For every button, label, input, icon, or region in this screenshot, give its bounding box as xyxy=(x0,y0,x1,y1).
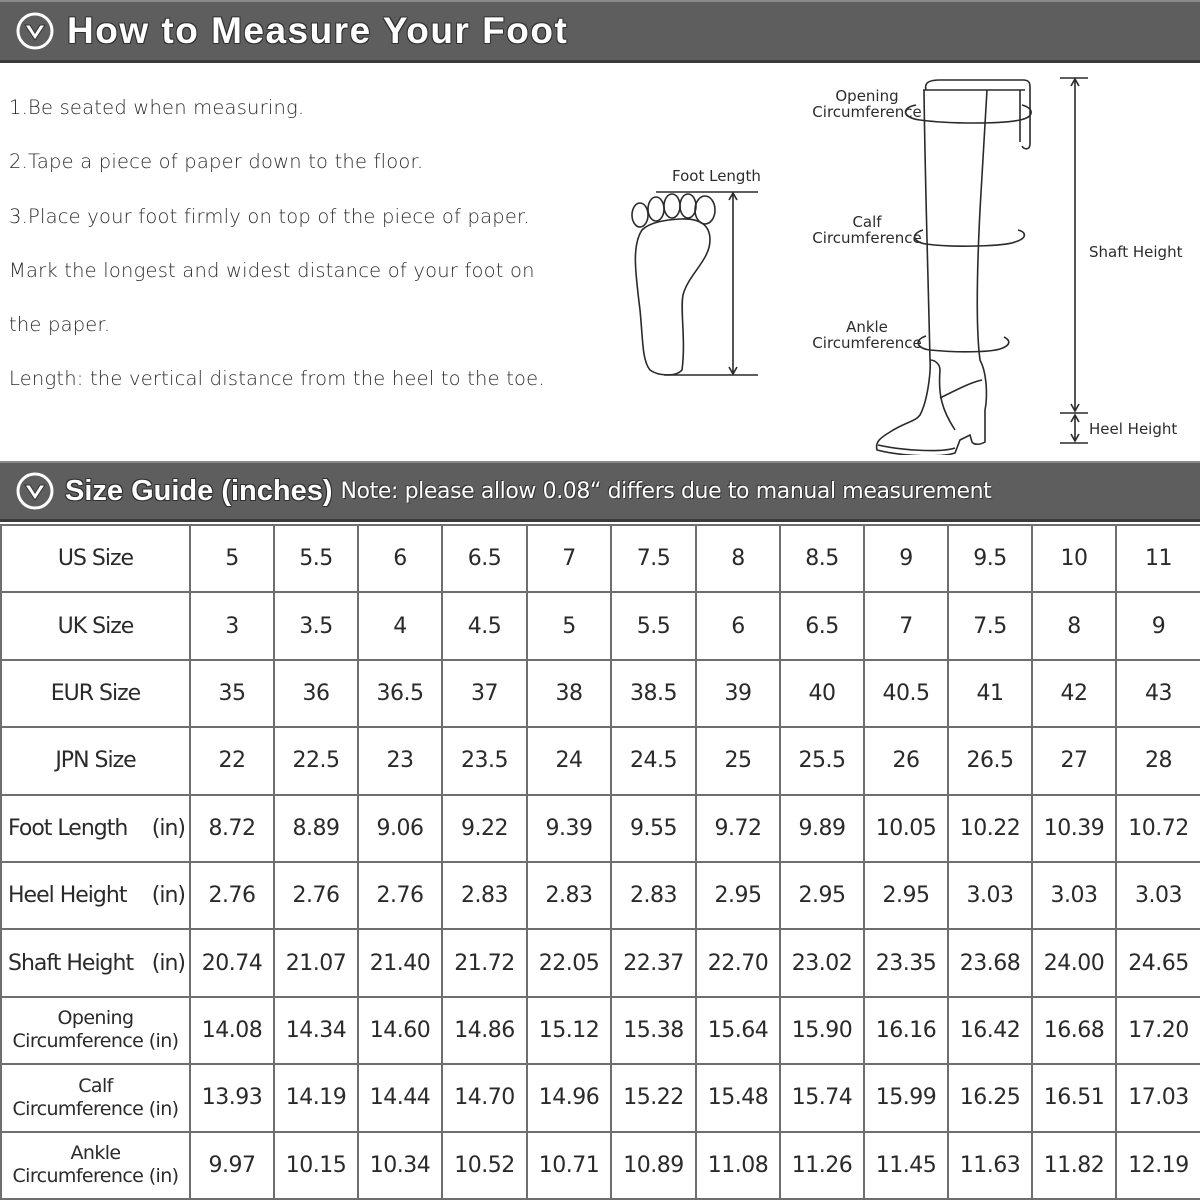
table-cell: 3 xyxy=(190,592,274,659)
table-cell: 16.68 xyxy=(1032,997,1116,1064)
table-cell: 9.97 xyxy=(190,1132,274,1199)
table-cell: 15.22 xyxy=(611,1064,696,1131)
row-header-label xyxy=(2,951,189,976)
row-header-label: Opening xyxy=(57,1007,134,1030)
heel-height-label: Heel Height xyxy=(1089,420,1178,438)
table-cell: 8.89 xyxy=(274,795,358,862)
table-cell: 6 xyxy=(358,525,442,592)
table-cell: 41 xyxy=(948,660,1032,727)
table-cell: 11.45 xyxy=(864,1132,948,1199)
table-cell: 8.72 xyxy=(190,795,274,862)
table-cell: 2.83 xyxy=(611,862,696,929)
table-cell: 23.35 xyxy=(864,929,948,996)
table-cell: 2.95 xyxy=(864,862,948,929)
table-row xyxy=(1,862,1200,929)
row-header-label xyxy=(2,1098,189,1121)
table-cell: 5 xyxy=(527,592,611,659)
label-line: Opening xyxy=(835,87,899,105)
table-cell: 24.00 xyxy=(1032,929,1116,996)
row-header-label xyxy=(2,883,189,908)
table-cell: 11.82 xyxy=(1032,1132,1116,1199)
table-cell: 16.42 xyxy=(948,997,1032,1064)
table-cell: 10.72 xyxy=(1116,795,1200,862)
chevron-down-circle-icon xyxy=(15,471,55,511)
table-cell: 22 xyxy=(190,727,274,794)
table-row xyxy=(1,795,1200,862)
label-line: Circumference xyxy=(812,334,922,352)
table-cell: 28 xyxy=(1116,727,1200,794)
table-cell: 2.83 xyxy=(442,862,527,929)
row-header-unit: (in) xyxy=(151,883,185,909)
table-cell: 4 xyxy=(358,592,442,659)
table-cell: 27 xyxy=(1032,727,1116,794)
table-cell: 9.5 xyxy=(948,525,1032,592)
foot-outline-icon xyxy=(632,194,715,375)
table-cell: 11.26 xyxy=(780,1132,864,1199)
table-cell: 24.65 xyxy=(1116,929,1200,996)
table-row xyxy=(1,929,1200,996)
row-header xyxy=(1,862,190,929)
row-header xyxy=(1,795,190,862)
table-cell: 15.38 xyxy=(611,997,696,1064)
table-cell: 2.76 xyxy=(190,862,274,929)
row-header-text: Circumference xyxy=(12,1097,144,1120)
table-row xyxy=(1,525,1200,592)
table-cell: 10.05 xyxy=(864,795,948,862)
size-chart-table xyxy=(0,524,1200,1200)
table-cell: 15.90 xyxy=(780,997,864,1064)
table-cell: 21.40 xyxy=(358,929,442,996)
row-header-unit: (in) xyxy=(148,1097,179,1120)
table-cell: 10.15 xyxy=(274,1132,358,1199)
table-cell: 24.5 xyxy=(611,727,696,794)
row-header-unit: (in) xyxy=(151,950,185,976)
table-cell: 7 xyxy=(527,525,611,592)
table-cell: 25 xyxy=(696,727,780,794)
table-cell: 43 xyxy=(1116,660,1200,727)
table-cell: 40 xyxy=(780,660,864,727)
table-cell: 2.76 xyxy=(358,862,442,929)
table-cell: 7.5 xyxy=(611,525,696,592)
table-row xyxy=(1,997,1200,1064)
table-cell: 6.5 xyxy=(442,525,527,592)
table-cell: 13.93 xyxy=(190,1064,274,1131)
table-cell: 7.5 xyxy=(948,592,1032,659)
table-row xyxy=(1,592,1200,659)
table-row xyxy=(1,660,1200,727)
instruction-line: the paper. xyxy=(9,313,111,337)
table-cell: 11.63 xyxy=(948,1132,1032,1199)
row-header xyxy=(1,929,190,996)
table-cell: 2.95 xyxy=(780,862,864,929)
table-cell: 10 xyxy=(1032,525,1116,592)
table-cell: 9.39 xyxy=(527,795,611,862)
row-header: EUR Size xyxy=(1,660,190,727)
table-cell: 2.76 xyxy=(274,862,358,929)
table-cell: 26 xyxy=(864,727,948,794)
table-cell: 14.19 xyxy=(274,1064,358,1131)
table-cell: 9.55 xyxy=(611,795,696,862)
table-cell: 25.5 xyxy=(780,727,864,794)
instruction-line: 1.Be seated when measuring. xyxy=(9,96,305,119)
row-header: JPN Size xyxy=(1,727,190,794)
table-cell: 9 xyxy=(864,525,948,592)
table-cell: 14.44 xyxy=(358,1064,442,1131)
table-cell: 14.34 xyxy=(274,997,358,1064)
chevron-down-circle-icon xyxy=(15,11,55,51)
row-header-label: Ankle xyxy=(70,1142,121,1165)
table-cell: 11 xyxy=(1116,525,1200,592)
table-cell: 40.5 xyxy=(864,660,948,727)
table-cell: 9.89 xyxy=(780,795,864,862)
table-cell: 11.08 xyxy=(696,1132,780,1199)
instruction-line: 3.Place your foot firmly on top of the piece of paper. xyxy=(9,204,530,228)
table-cell: 36.5 xyxy=(358,660,442,727)
table-cell: 10.39 xyxy=(1032,795,1116,862)
table-cell: 10.52 xyxy=(442,1132,527,1199)
table-cell: 10.71 xyxy=(527,1132,611,1199)
calf-circumference-label xyxy=(802,214,932,246)
size-guide-note: Note: please allow 0.08“ differs due to manual measurement xyxy=(340,478,992,504)
label-line: Calf xyxy=(852,213,882,231)
table-cell: 2.95 xyxy=(696,862,780,929)
table-cell: 15.99 xyxy=(864,1064,948,1131)
table-cell: 14.60 xyxy=(358,997,442,1064)
table-cell: 16.25 xyxy=(948,1064,1032,1131)
table-cell: 5 xyxy=(190,525,274,592)
table-cell: 9.06 xyxy=(358,795,442,862)
table-cell: 6 xyxy=(696,592,780,659)
table-cell: 23.02 xyxy=(780,929,864,996)
shaft-height-label: Shaft Height xyxy=(1089,243,1183,261)
instruction-line: Mark the longest and widest distance of your foot on xyxy=(9,258,535,282)
table-cell: 14.86 xyxy=(442,997,527,1064)
table-cell: 16.16 xyxy=(864,997,948,1064)
table-cell: 15.64 xyxy=(696,997,780,1064)
table-cell: 22.70 xyxy=(696,929,780,996)
table-cell: 38.5 xyxy=(611,660,696,727)
table-cell: 12.19 xyxy=(1116,1132,1200,1199)
table-cell: 5.5 xyxy=(274,525,358,592)
table-cell: 8 xyxy=(696,525,780,592)
table-cell: 10.89 xyxy=(611,1132,696,1199)
foot-length-label: Foot Length xyxy=(672,167,761,185)
table-cell: 21.07 xyxy=(274,929,358,996)
table-row xyxy=(1,1064,1200,1131)
table-cell: 5.5 xyxy=(611,592,696,659)
how-to-measure-banner xyxy=(0,0,1200,63)
table-cell: 20.74 xyxy=(190,929,274,996)
size-guide-title: Size Guide (inches) xyxy=(65,474,333,507)
row-header: UK Size xyxy=(1,592,190,659)
table-cell: 42 xyxy=(1032,660,1116,727)
table-cell: 3.03 xyxy=(948,862,1032,929)
table-cell: 9 xyxy=(1116,592,1200,659)
row-header-unit: (in) xyxy=(148,1030,179,1053)
table-cell: 39 xyxy=(696,660,780,727)
row-header-text: Circumference xyxy=(12,1165,144,1188)
label-line: Circumference xyxy=(812,103,922,121)
table-cell: 4.5 xyxy=(442,592,527,659)
table-cell: 14.08 xyxy=(190,997,274,1064)
table-cell: 8.5 xyxy=(780,525,864,592)
table-cell: 22.5 xyxy=(274,727,358,794)
label-line: Ankle xyxy=(846,318,888,336)
table-cell: 6.5 xyxy=(780,592,864,659)
table-row xyxy=(1,727,1200,794)
measurement-diagram xyxy=(620,70,1200,455)
table-cell: 36 xyxy=(274,660,358,727)
table-cell: 14.70 xyxy=(442,1064,527,1131)
row-header-label xyxy=(2,1165,189,1188)
row-header-text: Heel Height xyxy=(8,883,127,909)
table-cell: 23.68 xyxy=(948,929,1032,996)
instruction-line: Length: the vertical distance from the heel to the toe. xyxy=(9,367,545,391)
table-cell: 9.22 xyxy=(442,795,527,862)
shaft-height-arrow-icon xyxy=(1060,78,1088,413)
table-cell: 26.5 xyxy=(948,727,1032,794)
table-cell: 9.72 xyxy=(696,795,780,862)
page-title: How to Measure Your Foot xyxy=(67,10,569,51)
table-cell: 23 xyxy=(358,727,442,794)
table-cell: 15.12 xyxy=(527,997,611,1064)
table-cell: 3.5 xyxy=(274,592,358,659)
table-cell: 17.20 xyxy=(1116,997,1200,1064)
row-header-label xyxy=(2,816,189,841)
table-row xyxy=(1,1132,1200,1199)
table-cell: 8 xyxy=(1032,592,1116,659)
table-cell: 15.74 xyxy=(780,1064,864,1131)
row-header-unit: (in) xyxy=(148,1165,179,1188)
table-cell: 3.03 xyxy=(1116,862,1200,929)
table-cell: 37 xyxy=(442,660,527,727)
table-cell: 15.48 xyxy=(696,1064,780,1131)
table-cell: 2.83 xyxy=(527,862,611,929)
table-cell: 3.03 xyxy=(1032,862,1116,929)
table-cell: 22.37 xyxy=(611,929,696,996)
ankle-circumference-label xyxy=(802,319,932,351)
boot-outline-icon xyxy=(877,80,1030,455)
instruction-line: 2.Tape a piece of paper down to the floor. xyxy=(9,150,424,174)
row-header-text: Foot Length xyxy=(8,815,128,841)
measurement-instructions xyxy=(9,96,609,422)
table-cell: 23.5 xyxy=(442,727,527,794)
heel-height-arrow-icon xyxy=(1060,415,1088,443)
row-header xyxy=(1,1064,190,1131)
table-cell: 10.22 xyxy=(948,795,1032,862)
row-header-text: Circumference xyxy=(12,1030,144,1053)
table-cell: 38 xyxy=(527,660,611,727)
table-cell: 24 xyxy=(527,727,611,794)
table-cell: 7 xyxy=(864,592,948,659)
table-cell: 35 xyxy=(190,660,274,727)
table-cell: 16.51 xyxy=(1032,1064,1116,1131)
row-header-label: Calf xyxy=(78,1074,113,1097)
table-cell: 17.03 xyxy=(1116,1064,1200,1131)
row-header-text: Shaft Height xyxy=(8,950,134,976)
table-cell: 10.34 xyxy=(358,1132,442,1199)
opening-circumference-label xyxy=(802,88,932,120)
label-line: Circumference xyxy=(812,229,922,247)
table-cell: 22.05 xyxy=(527,929,611,996)
row-header xyxy=(1,1132,190,1199)
row-header-unit: (in) xyxy=(151,815,185,841)
size-chart-body xyxy=(1,525,1200,1199)
row-header-label xyxy=(2,1030,189,1053)
size-guide-banner xyxy=(0,461,1200,522)
row-header xyxy=(1,997,190,1064)
table-cell: 14.96 xyxy=(527,1064,611,1131)
row-header: US Size xyxy=(1,525,190,592)
table-cell: 21.72 xyxy=(442,929,527,996)
